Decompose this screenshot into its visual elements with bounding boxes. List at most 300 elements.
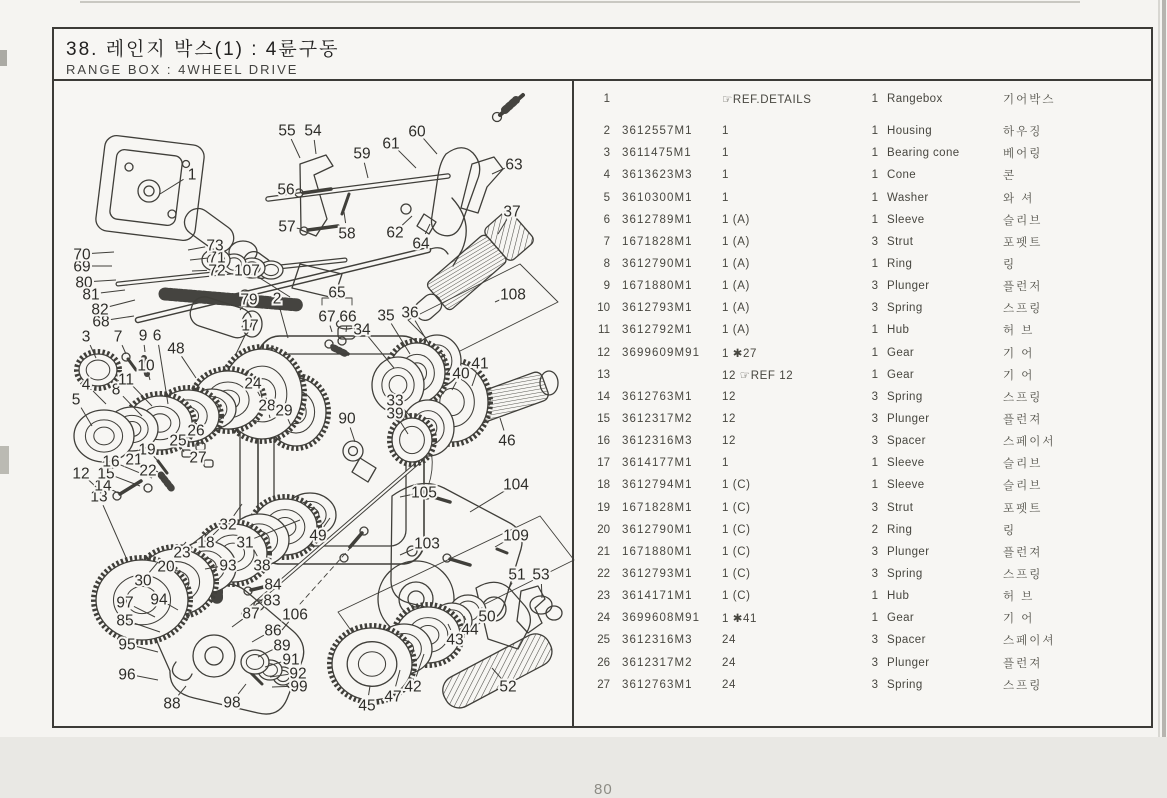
callout-56: 56 [277,182,294,199]
callout-90: 90 [338,411,356,428]
callout-71: 71 [208,250,225,267]
cell-kor: 스페이셔 [987,632,1151,648]
table-row [574,364,1151,386]
callout-53: 53 [532,567,549,584]
callout-7: 7 [114,329,123,346]
cell-kor: 스프링 [987,566,1151,582]
cell-dqty: 3 [860,280,878,292]
callout-83: 83 [263,593,280,610]
callout-68: 68 [92,314,109,331]
callout-96: 96 [118,667,135,684]
cell-dqty: 3 [860,546,878,558]
cell-desc: Spring [878,391,987,403]
leader-line [314,140,316,154]
cell-qty: 1 (A) [710,280,860,292]
callout-89: 89 [273,638,290,655]
cell-qty: 1 (C) [710,590,860,602]
callout-70: 70 [73,247,91,264]
callout-73: 73 [206,238,223,255]
leader-line [94,280,116,281]
cell-desc: Gear [878,347,987,359]
cell-dqty: 3 [860,302,878,314]
leader-line [92,252,114,253]
callout-54: 54 [304,123,322,140]
leader-line [232,619,243,627]
leader-line [402,216,412,225]
cell-no: 7 [574,236,610,248]
cell-no: 9 [574,280,610,292]
cell-no: 1 [574,93,610,105]
cell-desc: Plunger [878,280,987,292]
exploded-diagram [54,81,572,726]
callout-97: 97 [116,595,133,612]
cell-qty: 12 ☞REF 12 [710,368,860,382]
cell-dqty: 1 [860,214,878,226]
leader-line [93,391,106,404]
table-row [574,386,1151,408]
cell-dqty: 1 [860,457,878,469]
cell-qty: 1 (A) [710,214,860,226]
callout-108: 108 [500,287,526,304]
page-title-korean: 38. 레인지 박스(1) : 4륜구동 [66,34,1151,61]
cell-no: 25 [574,634,610,646]
leader-line [424,139,437,154]
cell-kor: 플런져 [987,544,1151,560]
cell-part: 3612794M1 [610,479,710,491]
cell-desc: Gear [878,612,987,624]
leader-line [192,270,207,271]
callout-98: 98 [223,695,240,712]
cell-dqty: 1 [860,169,878,181]
cell-part: 3612793M1 [610,302,710,314]
cell-desc: Plunger [878,413,987,425]
callout-86: 86 [264,623,281,640]
cell-desc: Plunger [878,546,987,558]
cell-part: 3612317M2 [610,413,710,425]
cell-no: 5 [574,192,610,204]
callout-107: 107 [234,263,260,280]
callout-50: 50 [478,609,496,626]
cell-no: 12 [574,347,610,359]
callout-44: 44 [461,622,479,639]
cell-qty: 1 [710,457,860,469]
shift-rails [118,248,448,354]
cell-qty: 1 (C) [710,546,860,558]
scan-artifact-topline [80,1,1080,3]
cell-kor: 와 셔 [987,190,1151,206]
cell-desc: Sleeve [878,214,987,226]
callout-36: 36 [401,305,418,322]
cell-no: 19 [574,502,610,514]
cell-part: 3614177M1 [610,457,710,469]
cell-desc: Cone [878,169,987,181]
cell-dqty: 1 [860,93,878,105]
leader-line [188,247,205,250]
leader-line [470,489,507,512]
callout-5: 5 [72,392,81,409]
leader-line [137,676,158,680]
leader-line [144,345,145,352]
leader-line [252,635,264,642]
leader-line [111,316,134,320]
callout-34: 34 [353,322,371,339]
cell-qty: 12 [710,391,860,403]
callout-92: 92 [289,666,306,683]
leader-line [398,150,416,168]
callout-33: 33 [386,393,403,410]
cell-qty: 1 (A) [710,236,860,248]
cell-no: 2 [574,125,610,137]
callout-48: 48 [167,341,184,358]
table-row [574,209,1151,231]
cell-qty: 1 (A) [710,324,860,336]
cell-desc: Spacer [878,634,987,646]
callout-47: 47 [384,689,401,706]
cell-desc: Strut [878,502,987,514]
callout-67: 67 [318,309,335,326]
callout-87: 87 [242,606,259,623]
cell-part: 3612316M3 [610,634,710,646]
callout-39: 39 [386,406,403,423]
callout-103: 103 [414,536,440,553]
callout-17: 17 [241,318,258,335]
page-title-english: RANGE BOX : 4WHEEL DRIVE [66,62,1151,77]
callout-1: 1 [188,167,197,184]
callout-16: 16 [102,454,119,471]
callout-4: 4 [82,377,91,394]
cell-part: 3612557M1 [610,125,710,137]
cell-kor: 스프링 [987,389,1151,405]
table-row [574,231,1151,253]
cell-qty: 1 [710,147,860,159]
callout-11: 11 [118,372,134,389]
cell-dqty: 3 [860,679,878,691]
cell-dqty: 1 [860,258,878,270]
cell-dqty: 1 [860,324,878,336]
cell-desc: Spring [878,302,987,314]
leader-line [149,375,150,380]
leader-line [122,345,126,354]
table-row [574,563,1151,585]
callout-88: 88 [163,696,180,713]
cell-kor: 링 [987,522,1151,538]
cell-desc: Ring [878,258,987,270]
callout-45: 45 [358,698,375,715]
callout-20: 20 [157,559,175,576]
cell-no: 20 [574,524,610,536]
callout-43: 43 [446,632,463,649]
cell-dqty: 1 [860,125,878,137]
gear [390,416,435,465]
cell-kor: 슬리브 [987,212,1151,228]
leader-line [541,584,542,598]
callout-109: 109 [503,528,529,545]
cell-part: 3612789M1 [610,214,710,226]
cell-desc: Sleeve [878,479,987,491]
cell-dqty: 1 [860,147,878,159]
leader-line [272,686,289,687]
callout-80: 80 [75,275,93,292]
cell-kor: 기어박스 [987,91,1151,107]
callout-106: 106 [282,607,308,624]
cell-part: 3612793M1 [610,568,710,580]
cell-desc: Housing [878,125,987,137]
cell-desc: Bearing cone [878,147,987,159]
cell-dqty: 3 [860,236,878,248]
table-row [574,629,1151,651]
leader-line [330,326,332,332]
cell-dqty: 3 [860,568,878,580]
table-row [574,674,1151,696]
cell-qty: 1 ✱41 [710,611,860,625]
cell-part: 1671828M1 [610,502,710,514]
cell-qty: ☞REF.DETAILS [710,92,860,106]
page-content [54,81,1151,726]
callout-22: 22 [139,463,156,480]
cell-kor: 콘 [987,167,1151,183]
cell-dqty: 1 [860,612,878,624]
table-row [574,253,1151,275]
callout-63: 63 [505,157,522,174]
cell-kor: 허 브 [987,322,1151,338]
callout-6: 6 [153,328,162,345]
callout-9: 9 [139,328,148,345]
callout-38: 38 [253,558,270,575]
callout-66: 66 [339,309,356,326]
cell-dqty: 1 [860,479,878,491]
table-row [574,342,1151,364]
callout-13: 13 [90,489,107,506]
cell-dqty: 3 [860,502,878,514]
callout-29: 29 [275,403,292,420]
cell-qty: 24 [710,634,860,646]
callout-62: 62 [386,225,403,242]
cell-no: 24 [574,612,610,624]
cell-qty: 1 (A) [710,258,860,270]
callout-14: 14 [94,478,112,495]
table-row [574,541,1151,563]
cell-no: 8 [574,258,610,270]
cell-part: 3612792M1 [610,324,710,336]
cell-desc: Washer [878,192,987,204]
callout-55: 55 [278,123,295,140]
callout-26: 26 [187,423,204,440]
leader-line [103,505,128,562]
callout-49: 49 [309,528,326,545]
callout-8: 8 [112,382,121,399]
table-row [574,319,1151,341]
cell-part: 1671880M1 [610,280,710,292]
leader-line [101,290,125,293]
callout-40: 40 [452,366,470,383]
splined-shaft-37 [403,209,535,332]
callout-57: 57 [278,219,295,236]
cell-kor: 포펫트 [987,234,1151,250]
parts-table [572,81,1151,726]
callout-10: 10 [137,358,155,375]
cell-kor: 슬리브 [987,477,1151,493]
callout-69: 69 [73,259,90,276]
cell-part: 3612763M1 [610,391,710,403]
cell-part: 3699608M91 [610,612,710,624]
cell-kor: 베어링 [987,145,1151,161]
callout-52: 52 [499,679,516,696]
scan-artifact-tick [0,50,7,66]
leader-line [492,168,505,174]
cell-qty: 24 [710,679,860,691]
table-row [574,164,1151,186]
table-row [574,120,1151,142]
cell-kor: 스프링 [987,300,1151,316]
leader-line [350,427,355,442]
cell-no: 27 [574,679,610,691]
callout-21: 21 [125,452,142,469]
cell-desc: Rangebox [878,93,987,105]
leader-line [234,504,242,516]
callout-79: 79 [240,292,257,309]
callout-41: 41 [471,356,488,373]
cell-no: 10 [574,302,610,314]
callout-64: 64 [412,236,430,253]
callout-42: 42 [404,679,421,696]
cell-part: 3614171M1 [610,590,710,602]
table-row [574,452,1151,474]
callout-58: 58 [338,226,355,243]
gear [94,558,191,643]
cell-dqty: 2 [860,524,878,536]
cell-no: 22 [574,568,610,580]
leader-line [280,308,288,338]
callout-72: 72 [208,263,225,280]
cell-qty: 1 (C) [710,479,860,491]
callout-23: 23 [173,545,190,562]
page-frame [52,27,1153,728]
cell-dqty: 1 [860,369,878,381]
cell-dqty: 3 [860,391,878,403]
cell-dqty: 3 [860,657,878,669]
cell-part: 3699609M91 [610,347,710,359]
cell-kor: 스프링 [987,677,1151,693]
leader-line [182,356,196,378]
leader-line [110,300,135,307]
cell-qty: 1 ✱27 [710,346,860,360]
cell-qty: 24 [710,657,860,669]
table-row [574,88,1151,110]
cell-dqty: 3 [860,435,878,447]
cell-part: 3612790M1 [610,524,710,536]
cell-no: 21 [574,546,610,558]
cell-desc: Spring [878,679,987,691]
table-row [574,607,1151,629]
callout-84: 84 [264,577,282,594]
cell-no: 16 [574,435,610,447]
callout-51: 51 [508,567,525,584]
callout-81: 81 [82,287,99,304]
cell-no: 18 [574,479,610,491]
cell-part: 1671828M1 [610,236,710,248]
callout-15: 15 [97,466,114,483]
cell-kor: 포펫트 [987,500,1151,516]
diagram-svg [54,81,572,726]
cell-qty: 1 [710,192,860,204]
cell-dqty: 1 [860,192,878,204]
cell-no: 14 [574,391,610,403]
cell-desc: Gear [878,369,987,381]
cell-dqty: 1 [860,590,878,602]
callout-35: 35 [377,308,394,325]
leader-line [364,163,368,178]
cell-qty: 12 [710,435,860,447]
cell-desc: Strut [878,236,987,248]
callout-25: 25 [169,433,186,450]
callout-27: 27 [189,450,206,467]
table-row [574,142,1151,164]
page-number: 80 [594,781,613,798]
cell-desc: Plunger [878,657,987,669]
cell-dqty: 3 [860,413,878,425]
cell-kor: 플런져 [987,655,1151,671]
cell-qty: 1 (C) [710,524,860,536]
cell-kor: 기 어 [987,610,1151,626]
cell-no: 23 [574,590,610,602]
table-row [574,408,1151,430]
callout-91: 91 [282,652,299,669]
cell-kor: 기 어 [987,367,1151,383]
table-row [574,187,1151,209]
table-row [574,474,1151,496]
table-row [574,297,1151,319]
cell-kor: 허 브 [987,588,1151,604]
leader-line [291,139,300,158]
leader-line [115,477,140,486]
cell-part: 3612316M3 [610,435,710,447]
cell-part: 3612763M1 [610,679,710,691]
cell-kor: 슬리브 [987,455,1151,471]
cell-no: 4 [574,169,610,181]
cell-no: 11 [574,324,610,336]
callout-104: 104 [503,477,529,494]
cell-kor: 하우징 [987,123,1151,139]
callout-99: 99 [290,679,307,696]
scan-artifact-edge [1158,0,1160,737]
parts-table-rows [574,88,1151,696]
leader-line [346,326,347,332]
cell-no: 15 [574,413,610,425]
cell-kor: 링 [987,256,1151,272]
cell-desc: Spacer [878,435,987,447]
callout-30: 30 [134,573,152,590]
callout-24: 24 [244,376,262,393]
cell-no: 6 [574,214,610,226]
cell-part: 3611475M1 [610,147,710,159]
callout-31: 31 [236,535,253,552]
cell-qty: 1 (C) [710,568,860,580]
cell-part: 3613623M3 [610,169,710,181]
cell-dqty: 1 [860,347,878,359]
cell-kor: 기 어 [987,345,1151,361]
cell-no: 26 [574,657,610,669]
leader-line [238,684,246,694]
callout-28: 28 [258,398,275,415]
cell-kor: 플런져 [987,411,1151,427]
cell-qty: 1 (C) [710,502,860,514]
callout-46: 46 [498,433,515,450]
cell-no: 13 [574,369,610,381]
callout-2: 2 [273,291,282,308]
callout-19: 19 [138,442,155,459]
table-row [574,652,1151,674]
title-block [54,29,1151,81]
